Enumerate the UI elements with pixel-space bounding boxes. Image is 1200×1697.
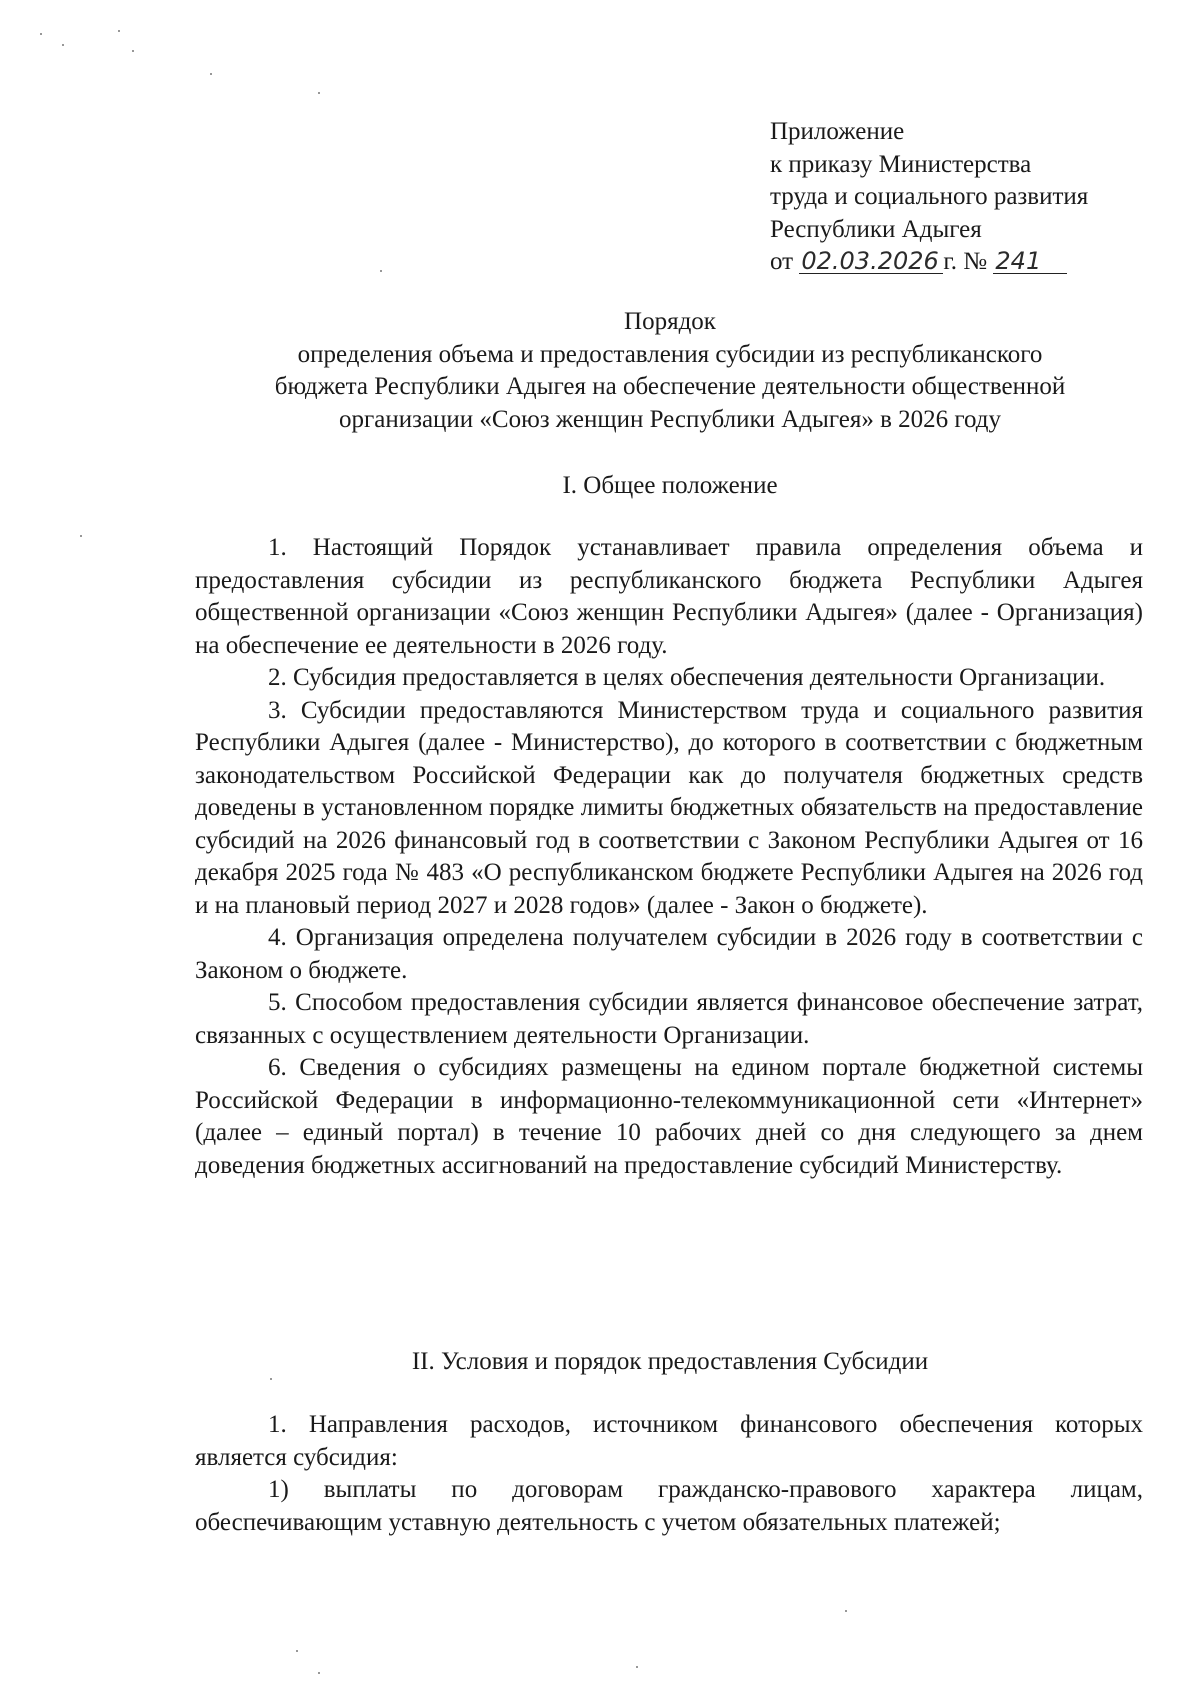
paragraph: 1. Настоящий Порядок устанавливает правила определения объема и предоставления субсидии из республиканского бюджета Республики Адыгея общественной организации «Союз женщин Республики Адыгея» (далее - Организация) на обеспечение ее деятельности в 2026 году. — [195, 534, 1143, 659]
scan-speck — [132, 50, 134, 52]
section-heading: II. Условия и порядок предоставления Субсидии — [411, 1348, 929, 1375]
appendix-line: труда и социального развития — [770, 183, 1089, 210]
paragraph: 1) выплаты по договорам гражданско-правового характера лицам, обеспечивающим уставную деятельность с учетом обязательных платежей; — [195, 1476, 1143, 1536]
section-heading: I. Общее положение — [562, 472, 778, 499]
title-line: организации «Союз женщин Республики Адыгея» в 2026 году — [338, 405, 1002, 433]
document-title — [195, 306, 1145, 436]
paragraph: 2. Субсидия предоставляется в целях обеспечения деятельности Организации. — [268, 664, 1106, 691]
paragraph: 6. Сведения о субсидиях размещены на едином портале бюджетной системы Российской Федерации в информационно-телекоммуникационной сети «Интернет» (далее – единый портал) в течение 10 рабочих дней со дня следующего за днем доведения бюджетных ассигнований на предоставление субсидий Министерству. — [195, 1054, 1143, 1179]
scan-speck — [62, 44, 64, 46]
appendix-line: Республики Адыгея — [770, 215, 982, 243]
scan-speck — [40, 33, 42, 35]
number-prefix: г. № — [943, 248, 988, 275]
section-body — [195, 532, 1143, 1182]
scan-speck — [845, 1610, 847, 1612]
scan-speck — [318, 92, 320, 94]
section-body — [195, 1409, 1143, 1539]
title-line: определения объема и предоставления субсидии из республиканского — [297, 340, 1043, 368]
paragraph: 3. Субсидии предоставляются Министерством труда и социального развития Республики Адыгея (далее - Министерство), до которого в соответствии с бюджетным законодательством Российской Федерации как до получателя бюджетных средств доведены в установленном порядке лимиты бюджетных обязательств на предоставление субсидий на 2026 финансовый год в соответствии с Законом Республики Адыгея от 16 декабря 2025 года № 483 «О республиканском бюджете Республики Адыгея на 2026 год и на плановый период 2027 и 2028 годов» (далее - Закон о бюджете). — [195, 696, 1143, 919]
title-line: бюджета Республики Адыгея на обеспечение деятельности общественной — [274, 373, 1066, 400]
scan-speck — [210, 73, 212, 75]
scan-speck — [80, 535, 82, 537]
scan-speck — [296, 1650, 298, 1652]
handwritten-date: 02.03.2026 — [799, 249, 943, 274]
scan-speck — [380, 270, 382, 272]
appendix-line: Приложение — [770, 118, 905, 145]
appendix-line: к приказу Министерства — [770, 150, 1032, 178]
paragraph: 5. Способом предоставления субсидии является финансовое обеспечение затрат, связанных с осуществлением деятельности Организации. — [195, 989, 1143, 1049]
scan-speck — [636, 1666, 638, 1668]
scan-speck — [318, 1672, 320, 1674]
appendix-date-line — [770, 246, 1170, 279]
paragraph: 1. Направления расходов, источником финансового обеспечения которых является субсидия: — [195, 1411, 1143, 1471]
date-prefix: от — [770, 248, 794, 275]
paragraph: 4. Организация определена получателем субсидии в 2026 году в соответствии с Законом о бюджете. — [195, 924, 1143, 984]
title-heading: Порядок — [624, 308, 716, 335]
handwritten-number: 241 — [993, 249, 1067, 274]
appendix-block — [770, 116, 1170, 279]
scan-speck — [118, 30, 120, 32]
